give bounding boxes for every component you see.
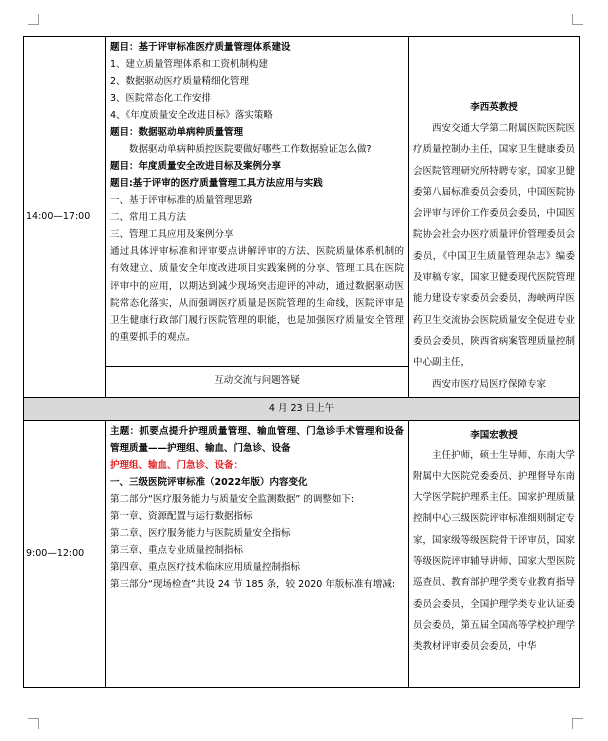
list-item: 第四章、重点医疗技术临床应用质量控制指标 [110, 562, 301, 574]
section-title: 一、三级医院评审标准（2022年版）内容变化 [110, 476, 308, 488]
topic-title: 题目：年度质量安全改进目标及案例分享 [110, 161, 282, 173]
topic-text: 通过具体评审标准和评审要点讲解评审的方法、医院质量体系机制的有效建立、质量安全年度改进项目实践案例的分享、管理工具在医院评审中的应用，以期达到减少现场突击迎评的冲动，通过数据驱动医院常态化落实，从而强调医疗质量是医院管理的生命线，医院评审是卫生健康行政部门履行医院管理的职能，也是加强医疗质量安全管理的重要抓手的观点。 [110, 246, 404, 344]
time-cell: 9:00—12:00 [24, 420, 106, 687]
table-row [24, 37, 580, 367]
highlight-line: 护理组、输血、门急诊、设备： [110, 459, 244, 471]
topic-title: 题目：数据驱动单病种质量管理 [110, 127, 244, 138]
date-cell: 4 月 23 日上午 [24, 397, 580, 420]
list-item: 1、建立质量管理体系和工资机制构建 [110, 59, 269, 70]
page-corner-mark [28, 14, 39, 25]
topic-title: 题目：基于评审标准医疗质量管理体系建设 [110, 42, 291, 53]
page-corner-mark [572, 718, 583, 729]
list-item: 第二章、医疗服务能力与医院质量安全指标 [110, 528, 291, 540]
content-cell [106, 420, 409, 687]
qa-cell: 互动交流与问题答疑 [106, 366, 409, 397]
teacher-cell [409, 37, 580, 398]
list-item: 一、基于评审标准的质量管理思路 [110, 195, 253, 207]
list-item: 二、常用工具方法 [110, 212, 187, 224]
list-item: 三、管理工具应用及案例分享 [110, 229, 234, 241]
page-corner-mark [28, 718, 39, 729]
schedule-table [23, 36, 580, 688]
content-cell [106, 37, 409, 367]
paragraph: 第三部分“现场检查”共设 24 节 185 条，较 2020 年版标准有增减: [110, 579, 396, 591]
teacher-bio: 西安交通大学第二附属医院医院医疗质量控制办主任，国家卫生健康委员会医院管理研究所特聘专家，国家卫健委第八届标准委员会委员，中国医院协会评审与评价工作委员会委员，中国医院协会社会办医疗质量评价管理委员会委员，《中国卫生质量管理杂志》编委及审稿专家，国家卫健委现代医院管理能力建设专家委员会委员，海峡两岸医药卫生交流协会医院质量安全促进专业委员会委员，陕西省病案管理质量控制中心副主任， [413, 123, 575, 369]
list-item: 2、数据驱动医疗质量精细化管理 [110, 76, 250, 87]
list-item: 第一章、资源配置与运行数据指标 [110, 511, 253, 523]
teacher-name: 李国宏教授 [470, 429, 518, 441]
list-item: 3、医院常态化工作安排 [110, 93, 212, 104]
teacher-bio: 主任护师，硕士生导师、东南大学附属中大医院党委委员、护理督导东南大学医学院护理系主任。国家护理质量控制中心三级医院评审标准细则制定专家，国家级等级医院骨干评审员，国家等级医院评审辅导讲师、国家大型医院巡查员、教育部护理学类专业教育指导委员会委员，全国护理学类专业认证委员会委员，第五届全国高等学校护理学类教材评审委员会委员，中华 [413, 449, 575, 653]
teacher-cell [409, 420, 580, 687]
paragraph: 第二部分“医疗服务能力与质量安全监测数据” 的调整如下: [110, 493, 355, 505]
topic-text: 数据驱动单病种质控医院要做好哪些工作数据验证怎么做? [129, 144, 372, 155]
list-item: 4、《年度质量安全改进目标》落实策略 [110, 110, 273, 121]
teacher-name: 李西英教授 [470, 102, 518, 113]
list-item: 第三章、重点专业质量控制指标 [110, 545, 244, 557]
topic-title: 题目:基于评审的医疗质量管理工具方法应用与实践 [110, 178, 323, 190]
teacher-note: 西安市医疗局医疗保障专家 [432, 378, 547, 390]
time-cell: 14:00—17:00 [24, 37, 106, 398]
page-corner-mark [572, 14, 583, 25]
date-row [24, 397, 580, 420]
theme-title: 主题：抓要点提升护理质量管理、输血管理、门急诊手术管理和设备管理质量——护理组、输血、门急诊、设备 [110, 425, 404, 454]
table-row [24, 420, 580, 687]
